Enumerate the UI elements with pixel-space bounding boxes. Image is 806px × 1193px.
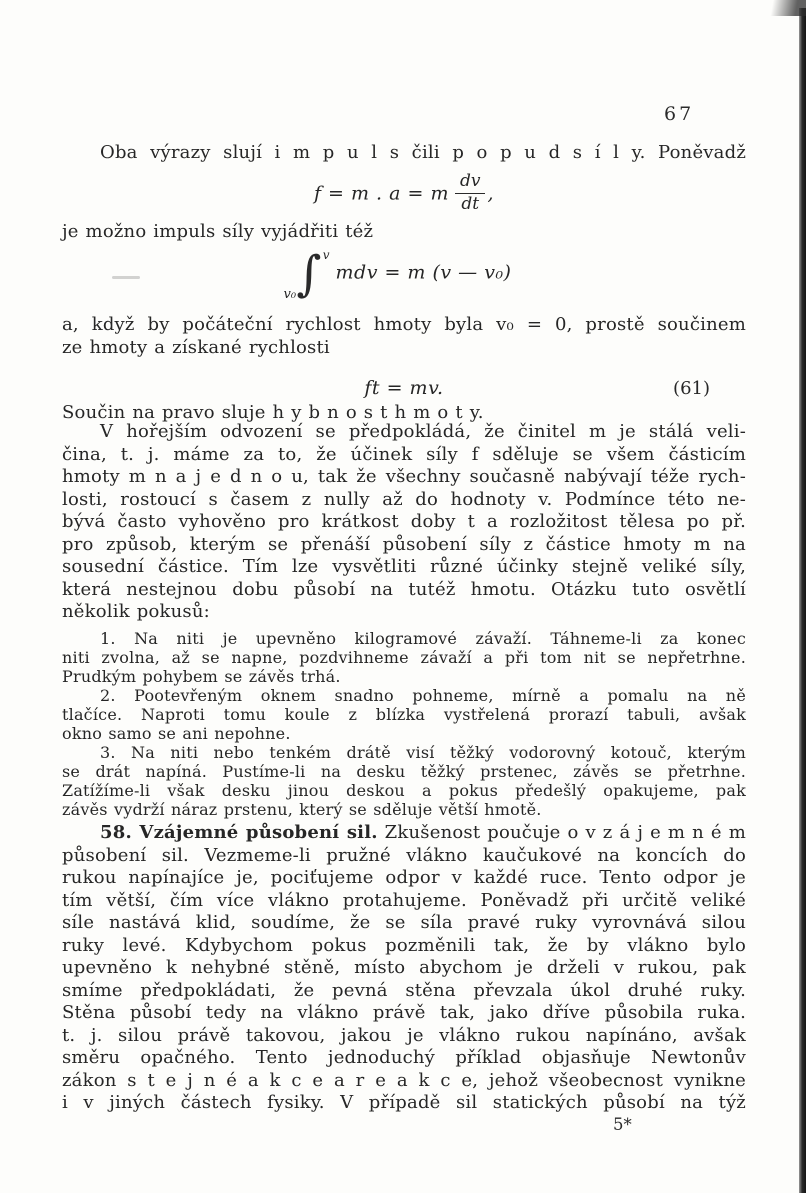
integral-sign: ∫: [296, 246, 322, 302]
text-line: bývá často vyhověno pro krátkost doby t a rozložitost tělesa po př.: [62, 511, 746, 532]
integral: [283, 246, 330, 302]
paragraph-main: [62, 421, 746, 624]
paragraph-intro: [62, 142, 746, 165]
text-line: tím větší, čím více vlákno protahujeme. Poněvadž při určitě veliké: [62, 889, 746, 911]
paragraph-58-body: [62, 845, 746, 1115]
text-line: Součin na pravo sluje h y b n o s t h m o t y.: [62, 402, 484, 423]
scan-corner-smudge: [754, 0, 806, 16]
text-line: zákon s t e j n é a k c e a r e a k c e, jehož všeobecnost vynikne: [62, 1069, 746, 1091]
printer-signature-mark: 5*: [613, 1115, 632, 1134]
text-line: 2. Pootevřeným oknem snadno pohneme, mírně a pomalu na ně: [100, 686, 746, 705]
paragraph-v0: [62, 314, 746, 359]
text-line: která nestejnou dobu působí na tutéž hmotu. Otázku tuto osvětlí: [62, 578, 746, 600]
text-line: sousední částice. Tím lze vysvětliti různé účinky stejně veliké síly,: [62, 556, 746, 577]
text-line: rukou napínajíce je, pociťujeme odpor v každé ruce. Tento odpor je: [62, 867, 746, 888]
text-line: V hořejším odvození se předpokládá, že činitel m je stálá veli-: [100, 421, 746, 442]
experiment-item-2: [62, 686, 746, 743]
text-line: niti zvolna, až se napne, pozdvihneme závaží a při tom nit se nepřetrhne.: [62, 648, 746, 667]
paragraph-58: [62, 822, 746, 1115]
text-line: losti, rostoucí s časem z nully až do hodnoty v. Podmínce této ne-: [62, 488, 746, 510]
experiment-item-3: [62, 743, 746, 819]
section-first-line-rest: Zkušenost poučuje o v z á j e m n é m: [377, 822, 746, 843]
formula-impulse-definition: [62, 172, 746, 218]
text-line: i v jiných částech fysiky. V případě sil statických působí na týž: [62, 1092, 746, 1113]
experiment-item-1: [62, 629, 746, 686]
formula-body: mdv = m (v — v₀): [335, 261, 512, 284]
fraction: [455, 172, 486, 214]
text-line: několik pokusů:: [62, 601, 210, 622]
formula-lhs: f = m . a = m: [313, 182, 449, 205]
section-heading: 58. Vzájemné působení sil.: [100, 822, 378, 843]
text-line: t. j. silou právě takovou, jakou je vlákno rukou napínáno, avšak: [62, 1024, 746, 1046]
text-line: síle nastává klid, soudíme, že se síla pravé ruky vyrovnává silou: [62, 912, 746, 933]
text-line: závěs vydrží náraz prstenu, který se sděluje větší hmotě.: [62, 800, 542, 819]
integral-lower-limit: v₀: [283, 287, 297, 302]
fraction-denominator: dt: [461, 193, 480, 214]
equation-number: (61): [673, 378, 710, 399]
text-line: Zatížíme-li však desku jinou deskou a pokus předešlý opakujeme, pak: [62, 781, 746, 800]
text-line: směru opačného. Tento jednoduchý příklad objasňuje Newtonův: [62, 1047, 746, 1068]
formula-body: ft = mv.: [364, 377, 444, 399]
formula-integral: [62, 246, 746, 302]
text-line: Prudkým pohybem se závěs trhá.: [62, 667, 341, 686]
text-line: pro způsob, kterým se přenáší působení síly z částice hmoty m na: [62, 533, 746, 555]
text-line: Stěna působí tedy na vlákno právě tak, jako dříve působila ruka.: [62, 1002, 746, 1023]
text-line: čina, t. j. máme za to, že účinek síly f sděluje se všem částicím: [62, 443, 746, 465]
text-line: [62, 822, 746, 845]
text-line: 3. Na niti nebo tenkém drátě visí těžký vodorovný kotouč, kterým: [100, 743, 746, 762]
integral-upper-limit: v: [322, 248, 330, 262]
text-line: ruky levé. Kdybychom pokus pozměnili tak, že by vlákno bylo: [62, 934, 746, 956]
text-line: a, když by počáteční rychlost hmoty byla v₀ = 0, prostě součinem: [62, 314, 746, 335]
text-line: působení sil. Vezmeme-li pružné vlákno kaučukové na koncích do: [62, 844, 746, 866]
text-line: Oba výrazy slují i m p u l s čili p o p u d s í l y. Poněvadž: [100, 142, 746, 163]
fraction-numerator: dv: [455, 172, 486, 194]
text-line: smíme předpokládati, že pevná stěna převzala úkol druhé ruky.: [62, 979, 746, 1001]
text-line: okno samo se ani nepohne.: [62, 724, 291, 743]
experiments-list: [62, 629, 746, 819]
text-line: ze hmoty a získané rychlosti: [62, 336, 330, 358]
scan-edge-shadow: [799, 8, 806, 1193]
text-line: tlačíce. Naproti tomu koule z blízka vystřelená prorazí tabuli, avšak: [62, 705, 746, 724]
page-number: 67: [664, 103, 695, 125]
text-line: upevněno k nehybné stěně, místo abychom je drželi v rukou, pak: [62, 957, 746, 978]
text-line: se drát napíná. Pustíme-li na desku těžký prstenec, závěs se přetrhne.: [62, 762, 746, 781]
text-line: hmoty m n a j e d n o u, tak že všechny současně nabývají téže rych-: [62, 466, 746, 487]
formula-61: [62, 377, 746, 399]
paragraph-bridge: [62, 221, 746, 244]
text-line: je možno impuls síly vyjádřiti též: [62, 221, 374, 242]
formula-suffix: ,: [487, 182, 495, 205]
text-line: 1. Na niti je upevněno kilogramové závaží. Táhneme-li za konec: [100, 629, 746, 648]
